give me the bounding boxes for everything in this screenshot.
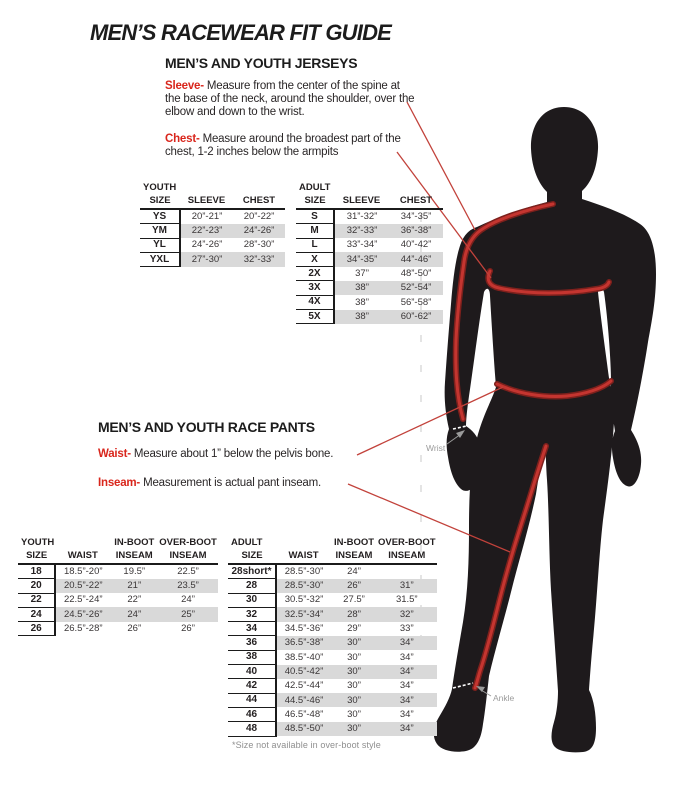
size-cell: 28 [228,579,276,593]
chest-term: Chest- [165,133,200,145]
value-cell: 32”-33” [233,252,285,266]
ankle-label: Ankle [493,693,515,703]
waist-text: Measure about 1” below the pelvis bone. [133,448,334,460]
header-cell [334,181,389,194]
header-cell: WAIST [276,549,331,564]
size-cell: 34 [228,622,276,636]
value-cell: 30” [331,693,377,707]
value-cell: 30.5”-32” [284,594,324,606]
size-cell: 46 [228,707,276,721]
header-cell: ADULT [231,536,263,548]
size-cell: 36 [228,636,276,650]
overboot-footnote: *Size not available in over-boot style [232,740,381,750]
size-cell: 32 [228,607,276,621]
value-cell: 36.5”-38” [276,636,331,650]
youth-jerseys-table [140,181,285,267]
value-cell: 24”-26” [191,239,223,251]
size-cell: 44 [228,693,276,707]
value-cell: 44”-46” [389,252,443,266]
value-cell: 44.5”-46” [276,693,331,707]
value-cell: 34” [399,651,414,663]
table-row [140,238,285,252]
table-row [228,564,437,579]
value-cell: 20.5”-22” [55,579,110,593]
value-cell: 24”-26” [233,224,285,238]
table-row [296,238,443,252]
size-cell: 2X [296,267,334,281]
sleeve-description [165,80,417,119]
chest-description [165,133,417,159]
value-cell: 33” [399,623,414,635]
value-cell: 52”-54” [389,281,443,295]
value-cell: 25” [158,607,218,621]
wrist-label: Wrist [426,443,446,453]
value-cell: 30” [347,651,361,663]
value-cell: 28” [331,607,377,621]
size-cell: M [296,224,334,238]
value-cell: 22”-23” [180,224,233,238]
size-cell: L [296,238,334,252]
header-cell [389,181,443,194]
header-cell [180,181,233,194]
header-cell: OVER-BOOT [159,536,217,548]
inseam-description [98,477,321,490]
value-cell: 40.5”-42” [276,665,331,679]
size-cell: 20 [18,579,55,593]
size-cell: 18 [18,564,55,579]
value-cell: 34” [377,636,437,650]
value-cell: 37” [355,268,369,280]
value-cell: 24.5”-26” [55,607,110,621]
table-row [228,607,437,621]
value-cell: 34”-35” [400,211,432,223]
value-cell: 40”-42” [400,239,432,251]
header-cell: YOUTH [21,536,55,548]
table-row [296,224,443,238]
size-cell: 38 [228,650,276,664]
size-table [140,181,285,267]
value-cell: 21” [110,579,158,593]
value-cell: 24” [110,607,158,621]
waist-term: Waist- [98,448,131,460]
value-cell: 19.5” [123,566,146,578]
header-cell: WAIST [55,549,110,564]
table-row [18,622,218,636]
page-title: MEN’S RACEWEAR FIT GUIDE [90,20,392,45]
size-cell: 40 [228,665,276,679]
value-cell: 34” [399,680,414,692]
value-cell: 20”-21” [191,211,223,223]
value-cell: 24” [181,594,195,606]
size-cell: S [296,209,334,224]
size-table [18,536,218,636]
value-cell: 56”-58” [400,296,432,308]
table-row [140,209,285,224]
table-row [296,281,443,295]
table-row [140,224,285,238]
value-cell: 30” [331,665,377,679]
header-cell: SLEEVE [180,194,233,209]
header-cell [276,536,331,549]
table-row [296,310,443,324]
table-header-row [296,194,443,209]
value-cell: 31” [377,579,437,593]
size-cell: 4X [296,295,334,309]
sleeve-text: Measure from the center of the spine at the base of the neck, around the shoulder, over the elbow and down to the wrist. [165,80,415,118]
value-cell: 22” [127,594,142,606]
value-cell: 34” [399,708,414,720]
value-cell: 32” [377,607,437,621]
value-cell: 31.5” [395,594,418,606]
header-cell: IN-BOOT [114,536,155,548]
size-cell: X [296,252,334,266]
header-cell [55,536,110,549]
size-cell: YM [140,224,180,238]
table-row [228,722,437,736]
table-row [296,209,443,224]
table-row [228,622,437,636]
table-row [18,607,218,621]
value-cell: 26” [181,623,195,635]
value-cell: 27.5” [343,594,365,606]
header-cell: SIZE [228,549,276,564]
header-cell: OVER-BOOT [378,536,436,548]
value-cell: 34”-35” [334,252,389,266]
value-cell: 30” [347,680,361,692]
chest-text: Measure around the broadest part of the chest, 1-2 inches below the armpits [165,133,401,158]
inseam-text: Measurement is actual pant inseam. [143,477,321,489]
value-cell: 48.5”-50” [276,722,331,736]
value-cell: 28.5”-30” [284,566,324,578]
table-row [140,252,285,266]
header-cell: INSEAM [158,549,218,564]
value-cell: 42.5”-44” [284,680,324,692]
jerseys-heading: MEN’S AND YOUTH JERSEYS [165,55,358,71]
value-cell: 34” [377,693,437,707]
value-cell: 20”-22” [243,211,275,223]
size-cell: YXL [140,252,180,266]
header-cell: INSEAM [377,549,437,564]
header-cell: YOUTH [143,181,177,193]
header-cell: SLEEVE [334,194,389,209]
table-row [18,564,218,579]
size-cell: 48 [228,722,276,736]
table-row [296,267,443,281]
table-row [228,679,437,693]
value-cell: 24” [347,566,361,578]
inseam-term: Inseam- [98,477,141,489]
table-row [228,665,437,679]
waist-description [98,448,333,461]
size-table [296,181,443,324]
table-header-row [140,194,285,209]
size-cell: 22 [18,593,55,607]
value-cell: 29” [347,623,361,635]
value-cell: 23.5” [158,579,218,593]
value-cell: 38.5”-40” [284,651,324,663]
header-cell: INSEAM [110,549,158,564]
value-cell: 38” [334,310,389,324]
size-cell: YL [140,238,180,252]
table-row [228,593,437,607]
table-row [296,295,443,309]
value-cell: 18.5”-20” [63,566,103,578]
size-cell: YS [140,209,180,224]
value-cell: 34” [377,722,437,736]
pants-heading: MEN’S AND YOUTH RACE PANTS [98,419,315,435]
value-cell: 38” [355,296,369,308]
table-row [296,252,443,266]
header-cell: IN-BOOT [333,536,375,548]
value-cell: 34” [377,665,437,679]
table-row [18,593,218,607]
table-row [228,693,437,707]
value-cell: 22.5”-24” [63,594,103,606]
size-table [228,536,437,737]
value-cell: 46.5”-48” [284,708,324,720]
value-cell: 27”-30” [180,252,233,266]
value-cell: 31”-32” [346,211,378,223]
table-row [228,579,437,593]
table-group-row [296,181,443,194]
table-row [228,707,437,721]
youth-pants-table [18,536,218,636]
header-cell: SIZE [18,549,55,564]
table-group-row [228,536,437,549]
table-group-row [140,181,285,194]
value-cell: 26” [331,579,377,593]
value-cell: 28.5”-30” [276,579,331,593]
value-cell: 32”-33” [334,224,389,238]
header-cell [233,181,285,194]
table-row [228,650,437,664]
adult-pants-table [228,536,437,737]
value-cell: 30” [331,636,377,650]
value-cell: 34.5”-36” [284,623,324,635]
header-cell: SIZE [296,194,334,209]
table-row [228,636,437,650]
sleeve-term: Sleeve- [165,80,204,92]
header-cell: CHEST [233,194,285,209]
table-header-row [18,549,218,564]
value-cell: 38” [334,281,389,295]
value-cell: 26” [127,623,142,635]
table-row [18,579,218,593]
value-cell: 36”-38” [389,224,443,238]
size-cell: 28short* [228,564,276,579]
value-cell: 48”-50” [400,268,432,280]
header-cell: CHEST [389,194,443,209]
value-cell: 26.5”-28” [63,623,103,635]
table-group-row [18,536,218,549]
adult-jerseys-table [296,181,443,324]
value-cell: 32.5”-34” [276,607,331,621]
value-cell: 28”-30” [243,239,275,251]
size-cell: 42 [228,679,276,693]
value-cell [377,564,437,579]
value-cell: 60”-62” [389,310,443,324]
size-cell: 30 [228,593,276,607]
header-cell: ADULT [299,181,331,193]
value-cell: 22.5” [177,566,199,578]
header-cell: SIZE [140,194,180,209]
table-header-row [228,549,437,564]
header-cell: INSEAM [331,549,377,564]
value-cell: 33”-34” [346,239,378,251]
size-cell: 26 [18,622,55,636]
size-cell: 5X [296,310,334,324]
value-cell: 30” [347,708,361,720]
size-cell: 24 [18,607,55,621]
value-cell: 30” [331,722,377,736]
size-cell: 3X [296,281,334,295]
